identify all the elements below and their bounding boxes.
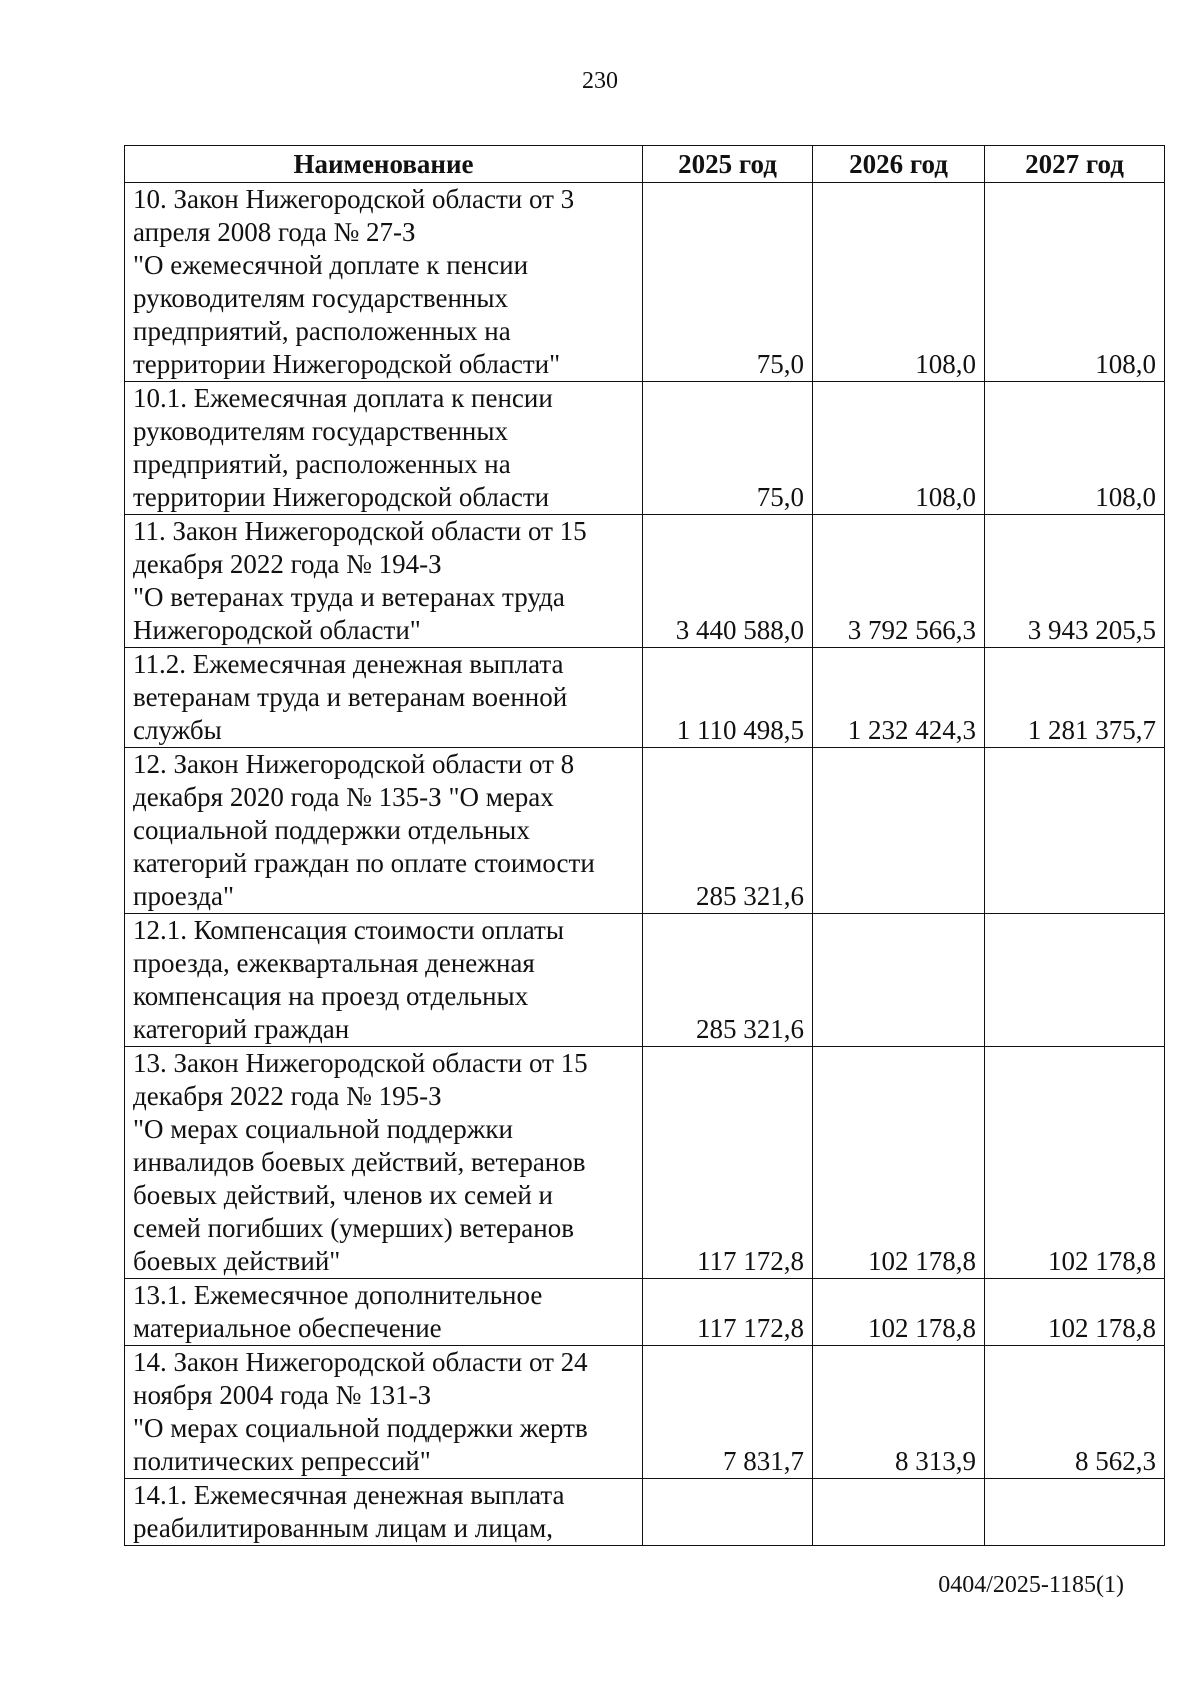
value-2026: 8 313,9 (813, 1346, 985, 1479)
value-2026: 108,0 (813, 183, 985, 382)
value-2025: 117 172,8 (643, 1047, 813, 1279)
value-2027 (985, 914, 1165, 1047)
value-2026 (813, 748, 985, 914)
table-header-row (125, 146, 1165, 183)
value-2027 (985, 748, 1165, 914)
value-2025: 285 321,6 (643, 914, 813, 1047)
value-2027: 8 562,3 (985, 1346, 1165, 1479)
row-name: 13.1. Ежемесячное дополнительное материальное обеспечение (125, 1279, 643, 1346)
value-2026: 3 792 566,3 (813, 515, 985, 648)
value-2027: 108,0 (985, 382, 1165, 515)
value-2026: 102 178,8 (813, 1047, 985, 1279)
table-row (125, 183, 1165, 382)
value-2026: 108,0 (813, 382, 985, 515)
row-name: 14.1. Ежемесячная денежная выплата реабилитированным лицам и лицам, (125, 1479, 643, 1546)
value-2026 (813, 1479, 985, 1546)
page-number: 230 (582, 68, 618, 94)
row-name: 12. Закон Нижегородской области от 8 декабря 2020 года № 135-З "О мерах социальной поддержки отдельных категорий граждан по оплате стоимости проезда" (125, 748, 643, 914)
table-row (125, 1279, 1165, 1346)
value-2026: 1 232 424,3 (813, 648, 985, 748)
table-row (125, 1047, 1165, 1279)
value-2025: 75,0 (643, 183, 813, 382)
value-2025: 285 321,6 (643, 748, 813, 914)
value-2027: 102 178,8 (985, 1047, 1165, 1279)
row-name: 13. Закон Нижегородской области от 15 декабря 2022 года № 195-З "О мерах социальной поддержки инвалидов боевых действий, ветеранов боевых действий, членов их семей и семей погибших (умерших) ветеранов боевых действий" (125, 1047, 643, 1279)
value-2027: 102 178,8 (985, 1279, 1165, 1346)
row-name: 10.1. Ежемесячная доплата к пенсии руководителям государственных предприятий, расположенных на территории Нижегородской области (125, 382, 643, 515)
value-2025: 7 831,7 (643, 1346, 813, 1479)
header-2027: 2027 год (985, 146, 1165, 183)
value-2025: 117 172,8 (643, 1279, 813, 1346)
value-2025: 75,0 (643, 382, 813, 515)
value-2026: 102 178,8 (813, 1279, 985, 1346)
header-name: Наименование (125, 146, 643, 183)
header-2025: 2025 год (643, 146, 813, 183)
row-name: 10. Закон Нижегородской области от 3 апреля 2008 года № 27-З "О ежемесячной доплате к пенсии руководителям государственных предприятий, расположенных на территории Нижегородской области" (125, 183, 643, 382)
value-2025 (643, 1479, 813, 1546)
table-row (125, 515, 1165, 648)
table-row (125, 1479, 1165, 1546)
value-2027: 3 943 205,5 (985, 515, 1165, 648)
value-2027: 108,0 (985, 183, 1165, 382)
table-row (125, 914, 1165, 1047)
header-2026: 2026 год (813, 146, 985, 183)
table-row (125, 748, 1165, 914)
document-code: 0404/2025-1185(1) (938, 1572, 1124, 1598)
table-row (125, 1346, 1165, 1479)
row-name: 11.2. Ежемесячная денежная выплата ветеранам труда и ветеранам военной службы (125, 648, 643, 748)
value-2025: 3 440 588,0 (643, 515, 813, 648)
value-2026 (813, 914, 985, 1047)
value-2025: 1 110 498,5 (643, 648, 813, 748)
value-2027 (985, 1479, 1165, 1546)
row-name: 14. Закон Нижегородской области от 24 ноября 2004 года № 131-З "О мерах социальной поддержки жертв политических репрессий" (125, 1346, 643, 1479)
row-name: 12.1. Компенсация стоимости оплаты проезда, ежеквартальная денежная компенсация на проезд отдельных категорий граждан (125, 914, 643, 1047)
budget-table (124, 145, 1165, 1546)
row-name: 11. Закон Нижегородской области от 15 декабря 2022 года № 194-З "О ветеранах труда и ветеранах труда Нижегородской области" (125, 515, 643, 648)
table-row (125, 382, 1165, 515)
table-row (125, 648, 1165, 748)
value-2027: 1 281 375,7 (985, 648, 1165, 748)
